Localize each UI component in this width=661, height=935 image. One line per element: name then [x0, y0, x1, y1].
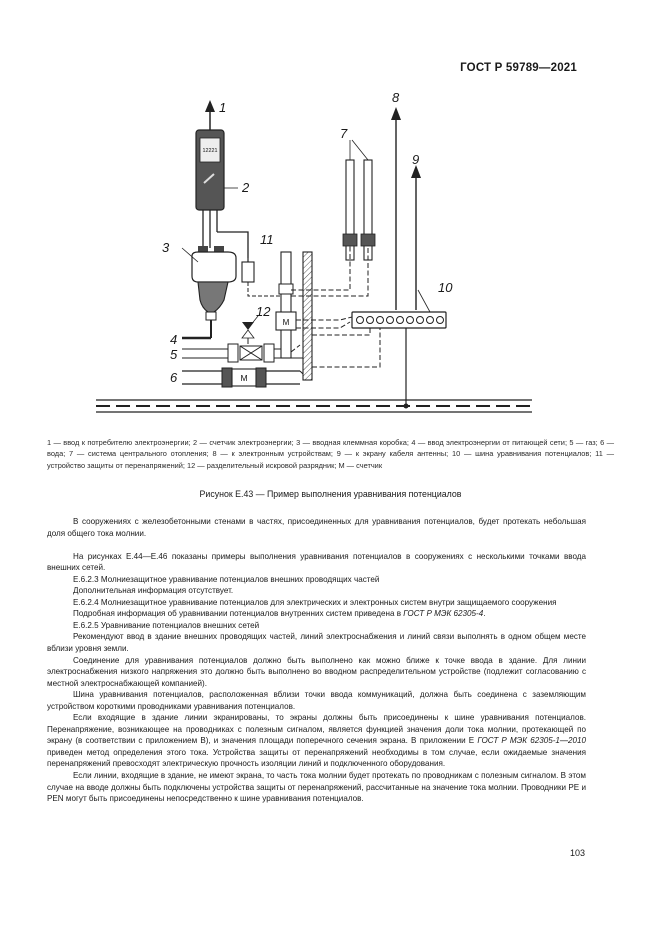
meter-display: 12221	[202, 148, 218, 154]
paragraph	[47, 608, 586, 620]
heating-riser	[276, 252, 296, 358]
water-line	[182, 368, 303, 387]
label-6: 6	[170, 370, 178, 385]
paragraph: Если линии, входящие в здание, не имеют экрана, то часть тока молнии будет протекать по проводникам с полезным сигналом. В этом случае на вводе должны быть подключены устройства защиты от перенапряжений, рассчитанные на значение тока молнии. Проводники PE и PEN могут быть присоединены непосредственно к шине уравнивания потенциалов.	[47, 770, 586, 804]
figure-legend	[47, 437, 614, 471]
surge-protector	[242, 258, 282, 296]
spark-gap	[242, 322, 254, 344]
paragraph	[47, 712, 586, 770]
terminal-box	[192, 246, 236, 338]
label-7: 7	[340, 126, 348, 141]
foundation-line	[96, 400, 532, 412]
figure-caption: Рисунок Е.43 — Пример выполнения уравнивания потенциалов	[199, 489, 462, 499]
label-10: 10	[438, 280, 453, 295]
electricity-meter	[196, 130, 238, 210]
arrow-9	[411, 165, 421, 310]
legend-item: 3 — вводная клеммная коробка;	[296, 438, 412, 447]
potential-equalization-diagram	[0, 0, 661, 430]
paragraph: Рекомендуют ввод в здание внешних проводящих частей, линий электроснабжения и линий связи выполнять в одном общем месте вблизи уровня земли.	[47, 632, 586, 653]
legend-item: 12 — разделительный искровой разрядник;	[187, 460, 339, 470]
legend-item: 9 — к экрану кабеля антенны;	[336, 449, 452, 459]
arrow-8	[391, 107, 401, 310]
text-run: приведен метод определения этого тока. Устройства защиты от перенапряжений необходимы в том случае, если ожидаемые значения перенапряжений превосходят электрическую прочность изоляции линий и подключенного оборудования.	[47, 747, 586, 769]
legend-item: 6 — вода;	[47, 438, 614, 459]
building-wall	[303, 252, 312, 380]
text-run: Если входящие в здание линии экранированы, то экраны должны быть присоединены к шине уравнивания потенциалов. Перенапряжение, возникающее на проводниках с полезным сигналом, является функцией значения доли тока молнии, протекающей по экрану (в соответствии с приложением В), и значения площади поперечного сечения экрана. В приложении Е	[47, 713, 586, 746]
standard-reference: ГОСТ Р МЭК 62305-1—2010	[477, 736, 586, 746]
page-number: 103	[569, 848, 585, 858]
body-text	[47, 516, 586, 805]
paragraph: Шина уравнивания потенциалов, расположенная вблизи точки ввода коммуникаций, должна быть соединена с заземляющим устройством короткими проводниками уравнивания потенциалов.	[47, 690, 586, 711]
meter-symbol-2: M	[240, 373, 248, 383]
legend-item: 7 — система центрального отопления;	[69, 449, 213, 459]
legend-item: 10 — шина уравнивания потенциалов;	[451, 449, 596, 459]
label-8: 8	[392, 90, 400, 105]
section-heading: Е.6.2.4 Молниезащитное уравнивание потенциалов для электрических и электронных систем внутри защищаемого сооружения	[73, 597, 557, 607]
meter-wires	[203, 210, 248, 258]
label-1: 1	[219, 100, 227, 115]
standard-reference: ГОСТ Р МЭК 62305-4	[403, 609, 484, 619]
paragraph: Соединение для уравнивания потенциалов должно быть выполнено как можно ближе к точке ввода в здание. Для линии электроснабжения низкого напряжения это должно быть выполнено во вводном распределительном устройстве (подлежит согласованию с местной электроснабжающей компанией).	[47, 655, 586, 688]
label-11: 11	[260, 232, 274, 247]
paragraph: В сооружениях с железобетонными стенами в частях, присоединенных для уравнивания потенциалов, будет протекать небольшая доля общего тока молнии.	[47, 517, 586, 538]
label-4: 4	[170, 332, 178, 347]
section-heading: Е.6.2.5 Уравнивание потенциалов внешних сетей	[73, 620, 260, 630]
equipotential-busbar	[352, 312, 446, 409]
legend-item: 11 — устройство защиты от перенапряжений;	[47, 449, 614, 470]
text-run: .	[483, 609, 486, 619]
label-5: 5	[170, 347, 178, 362]
legend-item: M — счетчик	[338, 460, 383, 470]
label-12: 12	[256, 304, 271, 319]
paragraph: На рисунках Е.44—Е.46 показаны примеры выполнения уравнивания потенциалов в сооружениях с несколькими точками ввода внешних сетей.	[47, 551, 586, 573]
meter-symbol-1: M	[282, 318, 290, 327]
standard-header: ГОСТ Р 59789—2021	[460, 62, 577, 74]
legend-item: 5 — газ;	[569, 438, 601, 447]
paragraph: Дополнительная информация отсутствует.	[73, 586, 234, 596]
legend-item: 8 — к электронным устройствам;	[212, 449, 337, 459]
legend-item: 4 — ввод электроэнергии от питающей сети;	[411, 438, 570, 447]
arrow-1	[205, 100, 215, 130]
label-3: 3	[162, 240, 170, 255]
label-2: 2	[242, 180, 250, 195]
central-heating-pipes	[343, 160, 375, 260]
label-9: 9	[412, 152, 420, 167]
text-run: Подробная информация об уравнивании потенциалов внутренних систем приведена в	[73, 609, 404, 619]
section-heading: Е.6.2.3 Молниезащитное уравнивание потенциалов внешних проводящих частей	[73, 574, 380, 584]
legend-item: 1 — ввод к потребителю электроэнергии;	[47, 438, 194, 447]
legend-item: 2 — счетчик электроэнергии;	[193, 438, 297, 447]
